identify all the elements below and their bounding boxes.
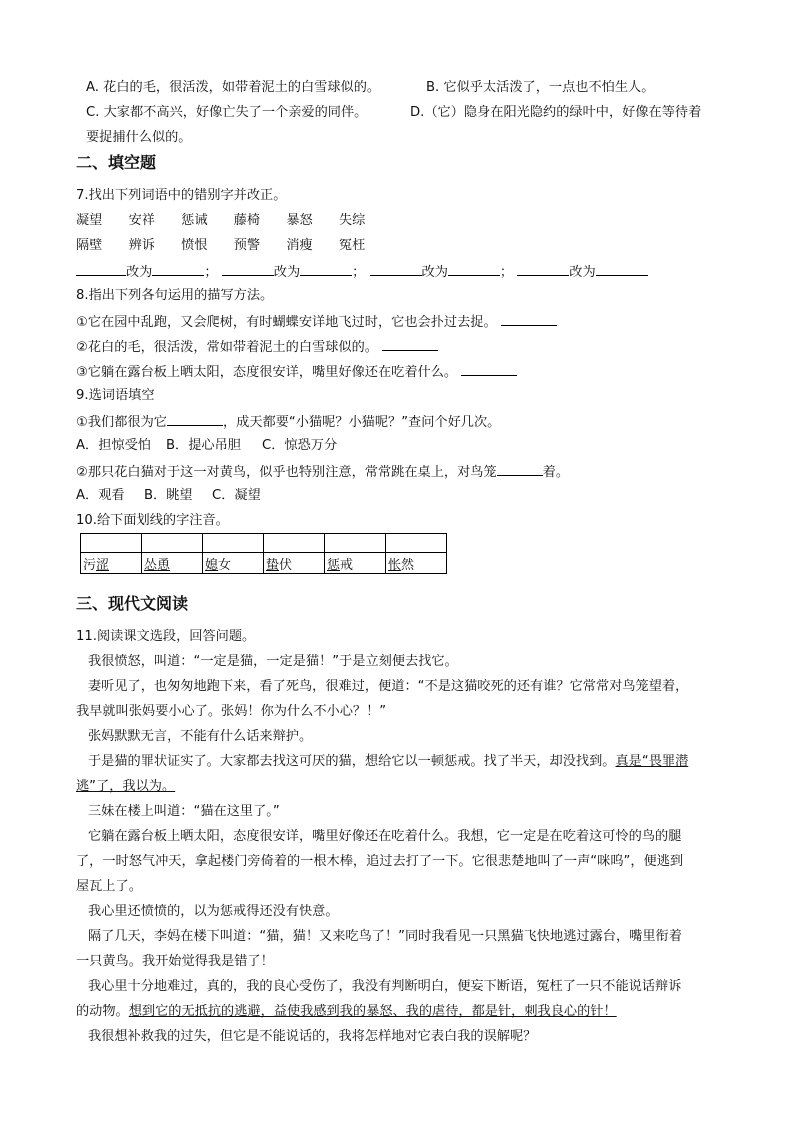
pinyin-blank[interactable] — [325, 534, 386, 553]
q9-sentence-1: ①我们都很为它 ，成天都要“小猫呢？小猫呢？”查问个好几次。 — [76, 412, 500, 432]
q7-word-row-1 — [76, 212, 365, 230]
answer-blank[interactable] — [370, 262, 422, 276]
option: B．眺望 — [144, 488, 193, 503]
word: 失综 — [338, 213, 366, 228]
q9-options-2 — [76, 487, 261, 505]
answer-blank[interactable] — [501, 312, 557, 326]
passage-paragraph: 我很想补救我的过失，但它是不能说话的，我将怎样地对它表白我的误解呢？ — [88, 1029, 537, 1044]
q6-option-a: A. 花白的毛，很活泼，如带着泥土的白雪球似的。 — [86, 80, 381, 95]
q6-option-c: C. 大家都不高兴，好像亡失了一个亲爱的同伴。 — [86, 105, 368, 120]
q9-options-1 — [76, 437, 337, 455]
word: 凝望 — [76, 213, 103, 228]
passage-paragraph: 张妈默默无言，不能有什么话来辩护。 — [88, 729, 313, 744]
q11-stem: 11.阅读课文选段，回答问题。 — [76, 629, 256, 644]
underlined-sentence: 逃”了，我以为。 — [76, 779, 176, 794]
passage-paragraph-cont: 的动物。想到它的无抵抗的逃避，益使我感到我的暴怒、我的虐待，都是针，刺我良心的针！ — [76, 1004, 617, 1019]
answer-blank[interactable] — [448, 262, 500, 276]
pinyin-word: 污涩 — [81, 553, 142, 574]
passage-paragraph: 妻听见了，也匆匆地跑下来，看了死鸟，很难过，便道：“不是这猫咬死的还有谁？它常常对鸟笼望着， — [88, 679, 689, 694]
answer-blank[interactable] — [461, 362, 517, 376]
q7-answer-blanks: 改为 ； 改为 ； 改为 ； 改为 — [76, 262, 648, 282]
passage-paragraph: 它躺在露台板上晒太阳，态度很安详，嘴里好像还在吃着什么。我想，它一定是在吃着这可怜的鸟的腿 — [88, 829, 682, 844]
word: 愤恨 — [181, 238, 208, 253]
pinyin-word: 惩戒 — [325, 553, 386, 574]
pinyin-blank[interactable] — [203, 534, 264, 553]
q8-stem: 8.指出下列各句运用的描写方法。 — [76, 288, 274, 303]
q6-option-d: D.（它）隐身在阳光隐约的绿叶中，好像在等待着 — [410, 105, 702, 120]
q8-sentence-3: ③它躺在露台板上晒太阳，态度很安详，嘴里好像还在吃着什么。 — [76, 362, 517, 382]
q9-sentence-2: ②那只花白猫对于这一对黄鸟，似乎也特别注意，常常跳在桌上，对鸟笼 着。 — [76, 462, 569, 482]
answer-blank[interactable] — [596, 262, 648, 276]
option: C．凝望 — [212, 488, 261, 503]
answer-blank[interactable] — [497, 462, 543, 476]
pinyin-blank[interactable] — [264, 534, 325, 553]
passage-paragraph: 三妹在楼上叫道：“猫在这里了。” — [88, 804, 280, 819]
word: 惩诫 — [181, 213, 208, 228]
section-title-reading: 三、现代文阅读 — [76, 594, 189, 613]
word: 安祥 — [128, 213, 155, 228]
passage-paragraph: 我很愤怒，叫道：“一定是猫，一定是猫！”于是立刻便去找它。 — [88, 654, 458, 669]
q8-sentence-2: ②花白的毛，很活泼，常如带着泥土的白雪球似的。 — [76, 337, 438, 357]
word: 消瘦 — [286, 238, 313, 253]
word: 冤枉 — [338, 238, 366, 253]
underlined-sentence: 真是“畏罪潜 — [615, 754, 689, 769]
passage-paragraph-cont: 了，一时怒气冲天，拿起楼门旁倚着的一根木棒，追过去打了一下。它很悲楚地叫了一声“咪呜”，便逃到 — [76, 854, 684, 869]
passage-paragraph-cont: 我早就叫张妈要小心了。张妈！你为什么不小心？！” — [76, 704, 387, 719]
q10-stem: 10.给下面划线的字注音。 — [76, 513, 229, 528]
passage-paragraph: 隔了几天，李妈在楼下叫道：“猫，猫！又来吃鸟了！”同时我看见一只黑猫飞快地逃过露台，嘴里衔着 — [88, 929, 682, 944]
q6-option-b: B. 它似乎太活泼了，一点也不怕生人。 — [426, 80, 655, 95]
word: 隔壁 — [76, 238, 103, 253]
pinyin-blank[interactable] — [81, 534, 142, 553]
pinyin-word: 怅然 — [386, 553, 447, 574]
option: B．提心吊胆 — [166, 438, 241, 453]
word: 藤椅 — [233, 213, 261, 228]
q7-word-row-2 — [76, 237, 365, 255]
answer-blank[interactable] — [382, 337, 438, 351]
word: 预警 — [233, 238, 261, 253]
answer-blank[interactable] — [300, 262, 352, 276]
passage-paragraph: 我心里还愤愤的，以为惩戒得还没有快意。 — [88, 904, 339, 919]
answer-blank[interactable] — [222, 262, 274, 276]
pinyin-word: 蛰伏 — [264, 553, 325, 574]
word: 暴怒 — [286, 213, 313, 228]
passage-paragraph-cont — [76, 778, 175, 796]
passage-paragraph: 我心里十分地难过，真的，我的良心受伤了，我没有判断明白，便妄下断语，冤枉了一只不能说话辩诉 — [88, 979, 682, 994]
pinyin-blank[interactable] — [142, 534, 203, 553]
passage-paragraph: 于是猫的罪状证实了。大家都去找这可厌的猫，想给它以一顿惩戒。找了半天，却没找到。真是“畏罪潜 — [88, 754, 689, 769]
q7-stem: 7.找出下列词语中的错别字并改正。 — [76, 188, 287, 203]
option: C．惊恐万分 — [262, 438, 338, 453]
option: A．担惊受怕 — [76, 438, 151, 453]
answer-blank[interactable] — [76, 262, 126, 276]
passage-paragraph-cont: 屋瓦上了。 — [76, 879, 142, 894]
answer-blank[interactable] — [152, 262, 204, 276]
section-title-fill-blank: 二、填空题 — [76, 153, 157, 172]
pinyin-table — [80, 533, 447, 574]
pinyin-blank[interactable] — [386, 534, 447, 553]
word: 辨诉 — [128, 238, 155, 253]
underlined-sentence: 想到它的无抵抗的逃避，益使我感到我的暴怒、我的虐待，都是针，刺我良心的针！ — [128, 1004, 617, 1019]
pinyin-word: 怂恿 — [142, 553, 203, 574]
q9-stem: 9.选词语填空 — [76, 388, 155, 403]
option: A．观看 — [76, 488, 125, 503]
pinyin-word: 媳女 — [203, 553, 264, 574]
answer-blank[interactable] — [517, 262, 569, 276]
answer-blank[interactable] — [167, 412, 223, 426]
q6-option-d-cont: 要捉捕什么似的。 — [86, 130, 192, 145]
q8-sentence-1: ①它在园中乱跑，又会爬树，有时蝴蝶安详地飞过时，它也会扑过去捉。 — [76, 312, 557, 332]
passage-paragraph-cont: 一只黄鸟。我开始觉得我是错了！ — [76, 954, 274, 969]
